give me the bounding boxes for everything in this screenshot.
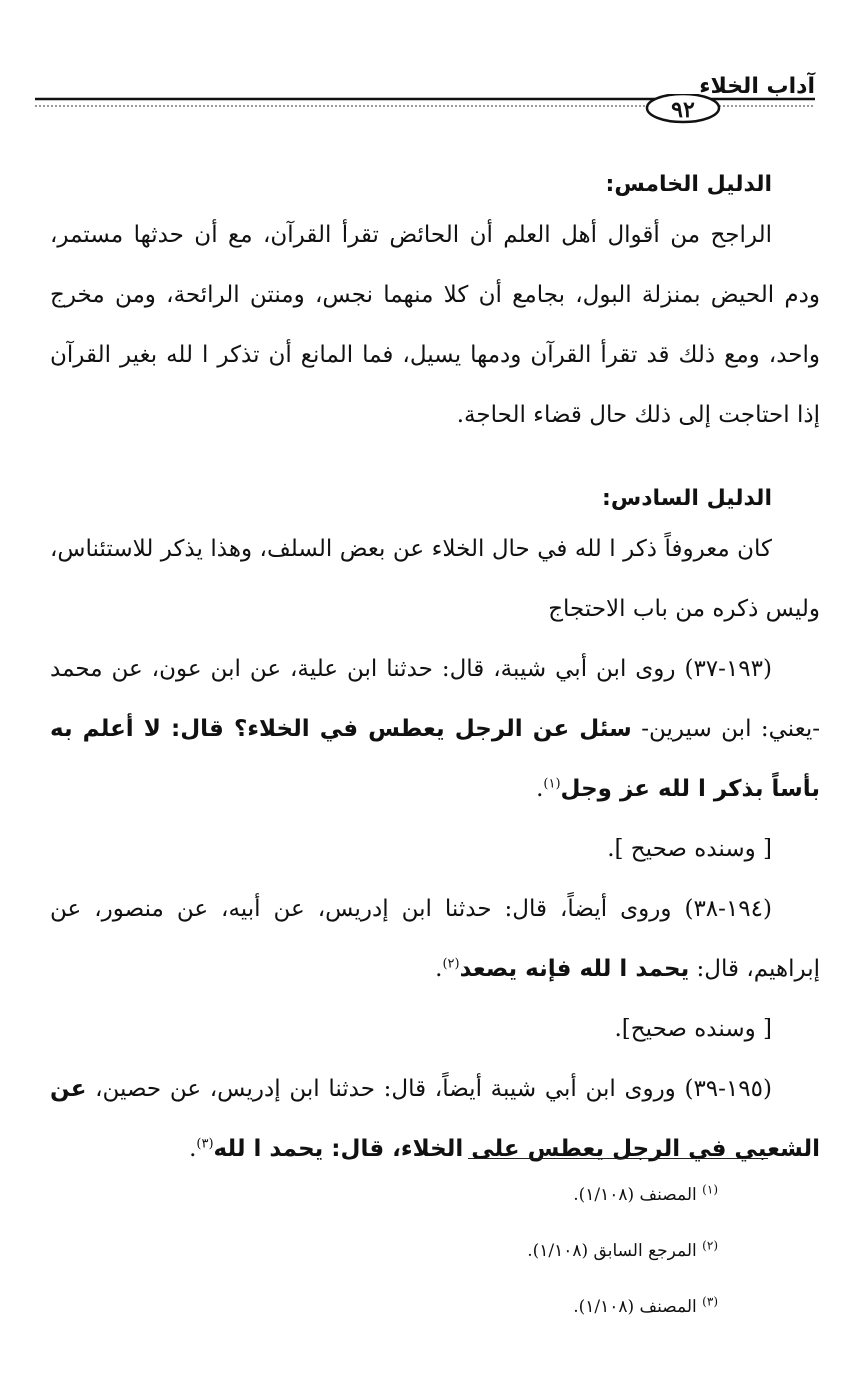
footnote-separator [468,1158,768,1159]
footnote-ref: (١) [543,776,561,792]
page-number: ٩٢ [671,97,695,123]
grade-193: [ وسنده صحيح ]. [607,836,772,862]
footnote-2 [527,1231,718,1287]
footnote-3 [527,1287,718,1343]
footnote-text: المرجع السابق (١/١٠٨). [527,1241,697,1261]
footnotes [527,1175,718,1343]
footnote-ref: (٢) [442,956,460,972]
footnote-marker: (٣) [702,1294,718,1309]
narration-text: (١٩٥-٣٩) وروى ابن أبي شيبة أيضاً، قال: حدثنا ابن إدريس، عن حصين، [86,1076,772,1102]
paragraph-fifth: الراجح من أقوال أهل العلم أن الحائض تقرأ القرآن، مع أن حدثها مستمر، ودم الحيض بمنزلة البول، بجامع أن كلا منهما نجس، ومنتن الرائحة، ومن مخرج واحد، ومع ذلك قد تقرأ القرآن ودمها يسيل، فما المانع أن تذكر ا لله بغير القرآن إذا احتاجت إلى ذلك حال قضاء الحاجة. [50,222,820,428]
narration-bold-text: يحمد ا لله فإنه يصعد [459,956,690,982]
narration-193 [50,639,820,819]
paragraph-sixth: كان معروفاً ذكر ا لله في حال الخلاء عن بعض السلف، وهذا يذكر للاستئناس، وليس ذكره من باب الاحتجاج [50,536,820,622]
narration-end: . [189,1136,197,1162]
book-title: آداب الخلاء [699,74,815,99]
main-text [50,165,820,1179]
footnote-1 [527,1175,718,1231]
narration-text: (١٩٤-٣٨) وروى أيضاً، قال: حدثنا ابن إدريس، عن أبيه، عن منصور، عن إبراهيم، قال: [50,896,820,982]
section-heading-fifth: الدليل الخامس: [605,172,772,197]
narration-194 [50,879,820,999]
narration-bold-text: سئل عن الرجل يعطس في الخلاء؟ قال: لا أعلم به بأساً بذكر ا لله عز وجل [50,716,820,802]
footnote-ref: (٣) [196,1136,214,1152]
narration-end: . [435,956,443,982]
narration-end: . [536,776,544,802]
page-header [35,66,815,126]
footnote-marker: (٢) [702,1238,718,1253]
narration-195 [50,1059,820,1179]
narration-bold-text: عن الشعبي في الرجل يعطس على الخلاء، قال: يحمد ا لله [50,1076,820,1162]
section-heading-sixth: الدليل السادس: [602,486,772,511]
footnote-text: المصنف (١/١٠٨). [573,1185,697,1205]
grade-194: [ وسنده صحيح]. [614,1016,772,1042]
footnote-marker: (١) [702,1182,718,1197]
narration-text: (١٩٣-٣٧) روى ابن أبي شيبة، قال: حدثنا ابن علية، عن ابن عون، عن محمد -يعني: ابن سيرين- [50,656,820,742]
footnote-text: المصنف (١/١٠٨). [573,1297,697,1317]
